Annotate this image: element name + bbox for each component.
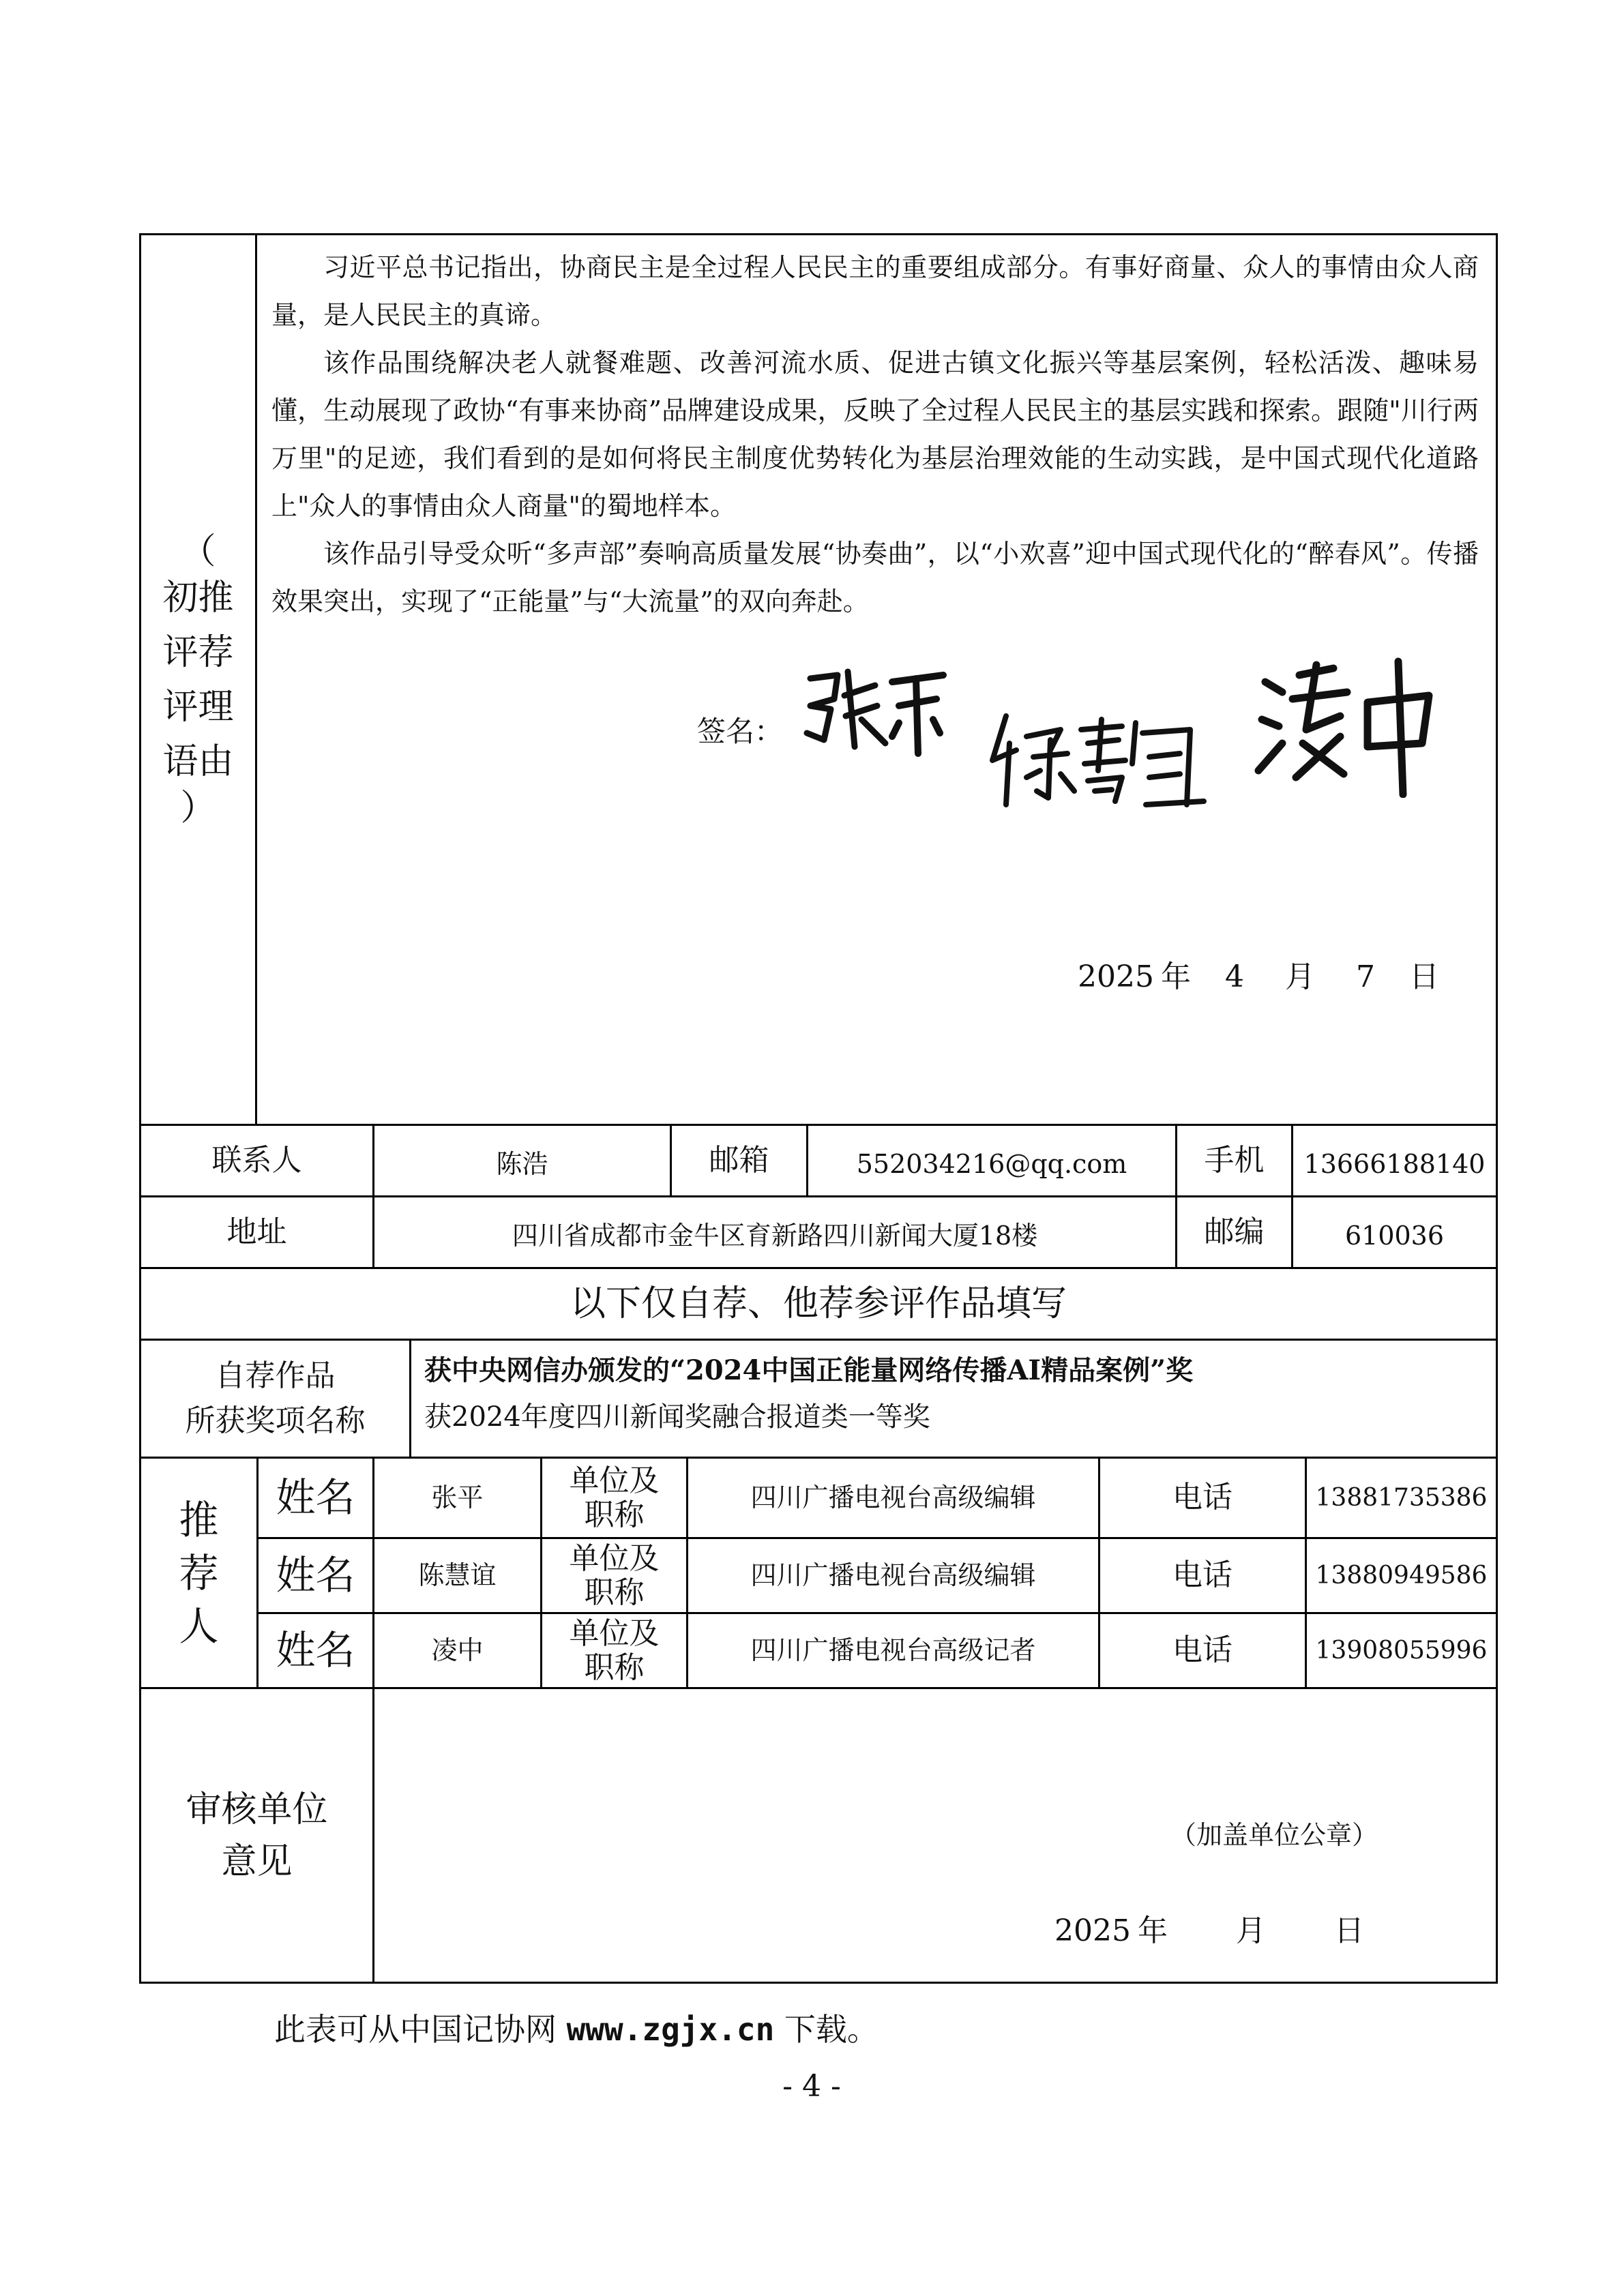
review-label-line: 意见 xyxy=(221,1840,293,1882)
recommender-unit: 四川广播电视台高级编辑 xyxy=(750,1482,1036,1512)
postcode-value: 610036 xyxy=(1344,1221,1445,1251)
address-value: 四川省成都市金牛区育新路四川新闻大厦18楼 xyxy=(512,1221,1038,1251)
reason-paragraph: 该作品围绕解决老人就餐难题、改善河流水质、促进古镇文化振兴等基层案例，轻松活泼、趣味易懂，生动展现了政协“有事来协商”品牌建设成果，反映了全过程人民民主的基层实践和探索。跟随"川行两万里"的足迹，我们看到的是如何将民主制度优势转化为基层治理效能的生动实践，是中国式现代化道路上"众人的事情由众人商量"的蜀地样本。 xyxy=(271,348,1479,521)
recommender-name: 张平 xyxy=(431,1482,484,1512)
reason-label-line: 语由 xyxy=(162,741,234,782)
reason-date-month: 4 xyxy=(1224,959,1244,994)
reason-date xyxy=(1059,917,1439,996)
download-note xyxy=(274,2005,879,2050)
signature-ling-zhong xyxy=(1252,655,1449,798)
recommender-phone-label: 电话 xyxy=(1172,1557,1232,1593)
recommender-unit-label xyxy=(542,1539,686,1612)
postcode-label: 邮编 xyxy=(1204,1214,1265,1249)
award-label-line: 自荐作品 xyxy=(215,1358,336,1393)
recommender-name-label: 姓名 xyxy=(276,1551,355,1598)
email-value: 552034216@qq.com xyxy=(856,1149,1127,1180)
table-rule xyxy=(409,1339,411,1457)
reason-date-year-unit: 年 xyxy=(1160,959,1191,994)
reason-label-line: 初推 xyxy=(162,577,234,618)
recommender-label-char: 人 xyxy=(179,1602,219,1650)
recommender-unit-label xyxy=(542,1614,686,1687)
mobile-label: 手机 xyxy=(1204,1142,1265,1178)
reason-label-line: （ xyxy=(180,531,216,572)
reason-label xyxy=(141,235,255,1124)
page-number: - 4 - xyxy=(782,2069,841,2104)
award-label-line: 所获奖项名称 xyxy=(185,1403,366,1438)
recommender-name: 陈慧谊 xyxy=(418,1560,497,1590)
table-rule xyxy=(372,1687,374,1984)
review-date-month-unit: 月 xyxy=(1235,1913,1266,1948)
reason-text xyxy=(271,243,1479,625)
recommender-unit-label xyxy=(542,1459,686,1537)
table-border-top xyxy=(139,233,1498,235)
award-item: 获2024年度四川新闻奖融合报道类一等奖 xyxy=(424,1401,930,1433)
review-seal-note: （加盖单位公章） xyxy=(1170,1820,1378,1850)
recommender-label-char: 荐 xyxy=(179,1549,219,1596)
recommender-label xyxy=(141,1459,256,1687)
contact-label: 联系人 xyxy=(211,1142,302,1178)
review-label xyxy=(141,1689,372,1982)
recommender-unit: 四川广播电视台高级记者 xyxy=(750,1635,1036,1665)
signature-chen-huiyi xyxy=(986,702,1211,818)
review-date-year-unit: 年 xyxy=(1137,1913,1168,1948)
recommender-unit-label-line: 单位及 xyxy=(569,1463,660,1498)
download-link[interactable]: www.zgjx.cn xyxy=(566,2011,775,2048)
table-border-right xyxy=(1496,233,1498,1984)
reason-paragraph: 习近平总书记指出，协商民主是全过程人民民主的重要组成部分。有事好商量、众人的事情由众人商量，是人民民主的真谛。 xyxy=(271,252,1479,330)
review-label-line: 审核单位 xyxy=(186,1789,328,1830)
recommender-unit-label-line: 单位及 xyxy=(569,1540,660,1576)
recommender-name-label: 姓名 xyxy=(276,1626,355,1673)
recommender-name-label: 姓名 xyxy=(276,1474,355,1521)
recommender-phone-label: 电话 xyxy=(1172,1632,1232,1668)
review-date-day-unit: 日 xyxy=(1333,1913,1364,1948)
download-note-suffix: 下载。 xyxy=(784,2011,879,2048)
recommender-phone: 13880949586 xyxy=(1315,1561,1488,1590)
reason-label-line: 评荐 xyxy=(162,631,234,673)
download-note-prefix: 此表可从中国记协网 xyxy=(274,2011,557,2048)
recommender-unit: 四川广播电视台高级编辑 xyxy=(750,1560,1036,1590)
award-item: 获中央网信办颁发的“2024中国正能量网络传播AI精品案例”奖 xyxy=(424,1354,1194,1386)
signature-zhang-ping xyxy=(797,658,954,760)
recommender-phone: 13908055996 xyxy=(1315,1636,1488,1665)
reason-date-month-unit: 月 xyxy=(1284,959,1315,994)
recommender-unit-label-line: 职称 xyxy=(584,1575,645,1610)
reason-paragraph: 该作品引导受众听“多声部”奏响高质量发展“协奏曲”，以“小欢喜”迎中国式现代化的“醉春风”。传播效果突出，实现了“正能量”与“大流量”的双向奔赴。 xyxy=(271,539,1479,616)
review-date-year: 2025 xyxy=(1054,1913,1131,1948)
address-label: 地址 xyxy=(226,1214,287,1249)
self-section-header: 以下仅自荐、他荐参评作品填写 xyxy=(570,1283,1067,1324)
award-label xyxy=(141,1341,409,1457)
recommender-unit-label-line: 职称 xyxy=(584,1497,645,1532)
recommender-unit-label-line: 单位及 xyxy=(569,1615,660,1651)
email-label: 邮箱 xyxy=(709,1142,769,1178)
reason-date-day: 7 xyxy=(1355,959,1375,994)
reason-date-year: 2025 xyxy=(1077,959,1154,994)
reason-label-line: 评理 xyxy=(162,686,234,728)
award-list xyxy=(424,1345,1488,1437)
review-date xyxy=(1035,1871,1364,1950)
mobile-value: 13666188140 xyxy=(1303,1149,1486,1180)
table-border-bottom xyxy=(139,1982,1498,1984)
contact-value: 陈浩 xyxy=(496,1149,548,1180)
recommender-phone: 13881735386 xyxy=(1315,1483,1488,1512)
reason-date-day-unit: 日 xyxy=(1408,959,1439,994)
recommender-name: 凌中 xyxy=(431,1635,484,1665)
sign-label: 签名： xyxy=(697,715,784,748)
recommender-label-char: 推 xyxy=(179,1496,219,1543)
reason-label-line: ） xyxy=(180,787,216,829)
table-rule xyxy=(255,233,257,1126)
recommender-unit-label-line: 职称 xyxy=(584,1650,645,1685)
recommender-phone-label: 电话 xyxy=(1172,1480,1232,1515)
